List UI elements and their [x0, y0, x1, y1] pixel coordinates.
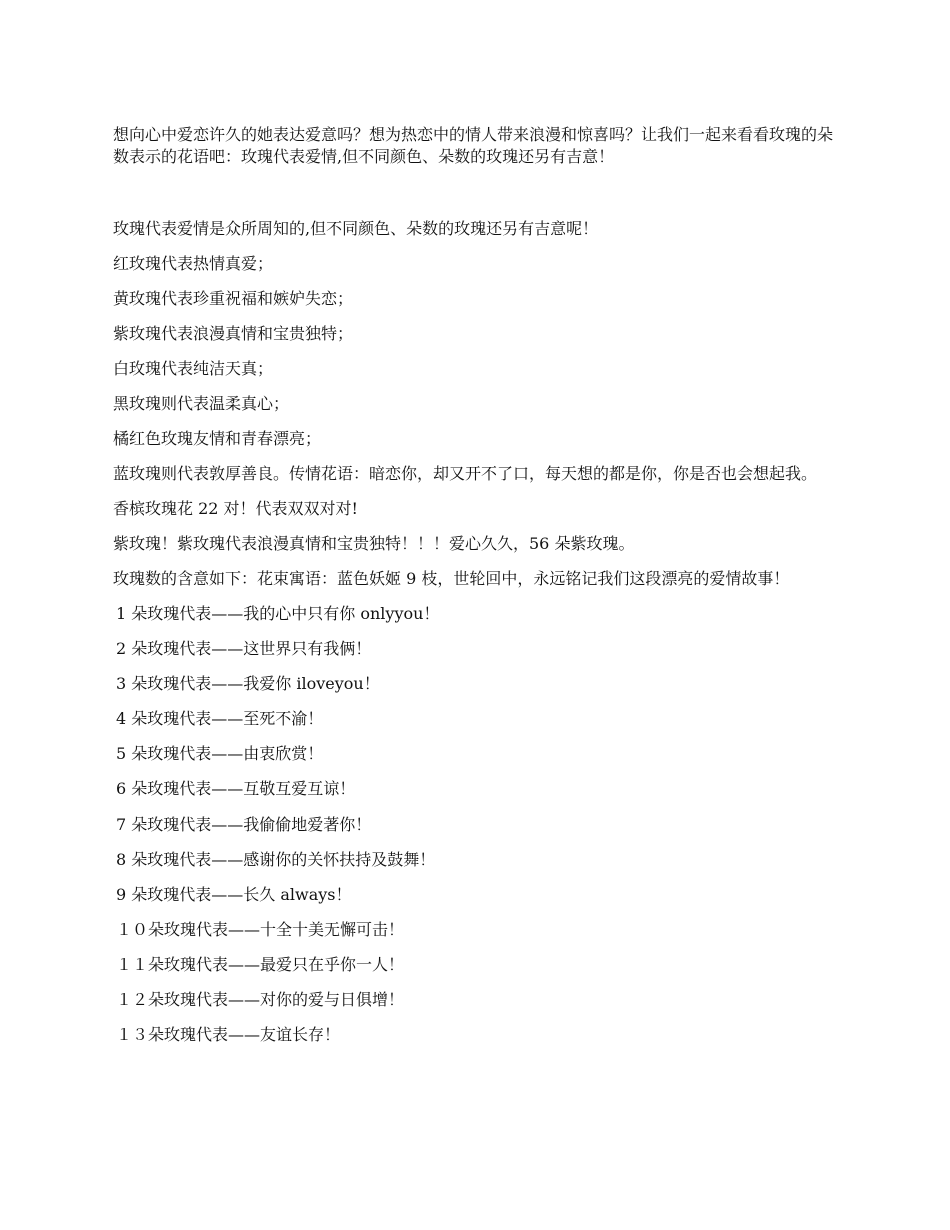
- list-item: １３朵玫瑰代表——友谊长存！: [116, 1025, 341, 1045]
- list-item: 8 朵玫瑰代表——感谢你的关怀扶持及鼓舞！: [116, 849, 436, 869]
- paragraph-red-rose: 红玫瑰代表热情真爱；: [113, 254, 274, 273]
- list-item: 9 朵玫瑰代表——长久 always！: [116, 884, 352, 904]
- paragraph-white-rose: 白玫瑰代表纯洁天真；: [113, 359, 274, 378]
- list-item: 3 朵玫瑰代表——我爱你 iloveyou！: [116, 674, 380, 694]
- paragraph-purple-rose: 紫玫瑰代表浪漫真情和宝贵独特；: [113, 324, 354, 343]
- paragraph-rose-count-meaning: 玫瑰数的含意如下：花束寓语：蓝色妖姬 9 枝，世轮回中，永远铭记我们这段漂亮的爱情故事！: [113, 569, 790, 588]
- list-item: １０朵玫瑰代表——十全十美无懈可击！: [116, 919, 405, 939]
- paragraph-champagne-rose: 香槟玫瑰花 22 对！代表双双对对!: [113, 499, 358, 518]
- intro-paragraph: 想向心中爱恋许久的她表达爱意吗？想为热恋中的情人带来浪漫和惊喜吗？让我们一起来看看玫瑰的朵数表示的花语吧：玫瑰代表爱情,但不同颜色、朵数的玫瑰还另有吉意！: [113, 125, 834, 166]
- list-item: 2 朵玫瑰代表——这世界只有我俩！: [116, 639, 372, 659]
- list-item: 5 朵玫瑰代表——由衷欣赏！: [116, 744, 324, 764]
- paragraph-black-rose: 黑玫瑰则代表温柔真心；: [113, 394, 290, 413]
- document-page: [113, 124, 843, 1059]
- list-item: １２朵玫瑰代表——对你的爱与日俱增！: [116, 990, 405, 1010]
- list-item: 4 朵玫瑰代表——至死不渝！: [116, 709, 324, 729]
- list-item: １１朵玫瑰代表——最爱只在乎你一人！: [116, 954, 405, 974]
- paragraph-yellow-rose: 黄玫瑰代表珍重祝福和嫉妒失恋；: [113, 289, 354, 308]
- paragraph-blue-rose: 蓝玫瑰则代表敦厚善良。传情花语：暗恋你，却又开不了口，每天想的都是你，你是否也会想起我。: [113, 464, 818, 483]
- list-item: 1 朵玫瑰代表——我的心中只有你 onlyyou！: [116, 604, 440, 623]
- paragraph-love-known: 玫瑰代表爱情是众所周知的,但不同颜色、朵数的玫瑰还另有吉意呢！: [113, 219, 599, 238]
- paragraph-orange-rose: 橘红色玫瑰友情和青春漂亮；: [113, 429, 322, 448]
- list-item: 6 朵玫瑰代表——互敬互爱互谅！: [116, 779, 356, 799]
- paragraph-purple-rose-count: 紫玫瑰！紫玫瑰代表浪漫真情和宝贵独特！！！爱心久久，56 朵紫玫瑰。: [113, 534, 635, 553]
- list-item: 7 朵玫瑰代表——我偷偷地爱著你！: [116, 814, 372, 834]
